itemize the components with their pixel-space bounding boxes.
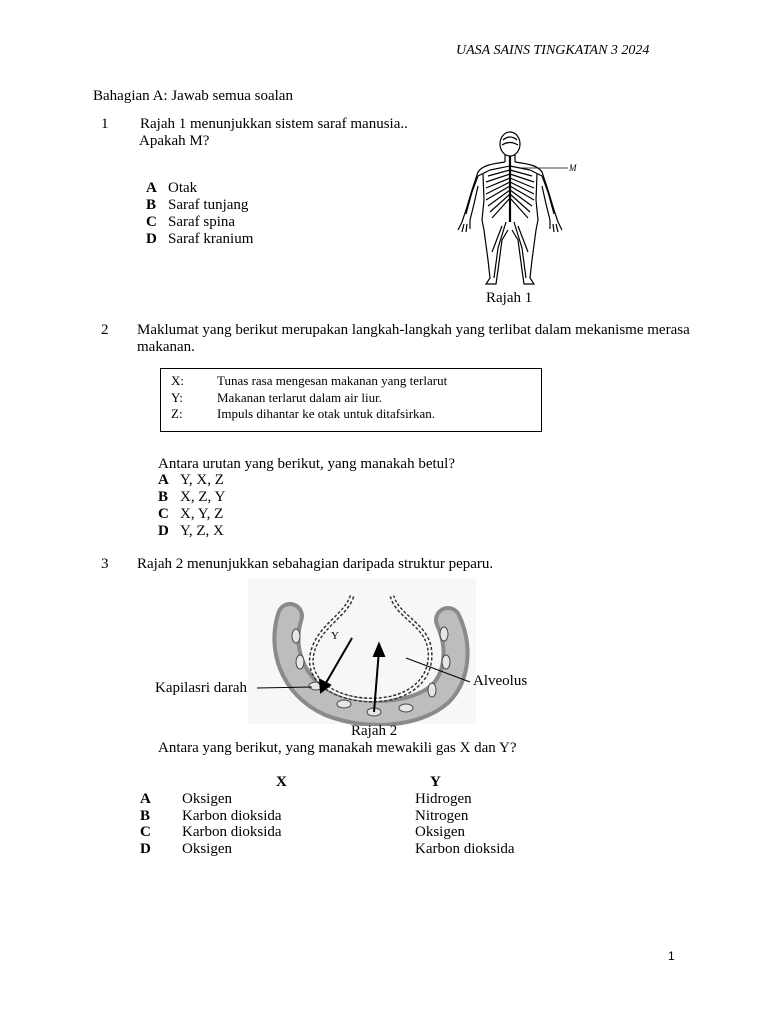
q2-stem-line1: Maklumat yang berikut merupakan langkah-langkah yang terlibat dalam mekanisme merasa <box>137 322 690 338</box>
row-x: Oksigen <box>182 791 232 807</box>
label-alveolus: Alveolus <box>473 673 528 689</box>
row-y: Karbon dioksida <box>415 841 515 857</box>
header-title: UASA SAINS TINGKATAN 3 2024 <box>456 43 650 58</box>
q1-number: 1 <box>101 116 109 132</box>
option-letter: A <box>158 472 169 488</box>
q2-stem-line2: makanan. <box>137 339 195 355</box>
row-x: Karbon dioksida <box>182 808 282 824</box>
option-text: Y, Z, X <box>180 523 224 539</box>
q1-stem-line2: Apakah M? <box>139 133 210 149</box>
q2-option-a <box>158 472 224 489</box>
option-text: Otak <box>168 180 198 196</box>
option-letter: B <box>146 197 157 213</box>
nervous-system-figure <box>450 130 590 288</box>
option-text: X, Z, Y <box>180 489 226 505</box>
q2-option-d <box>158 523 224 540</box>
q1-option-d <box>146 231 253 248</box>
row-letter: A <box>140 791 151 807</box>
q3-number: 3 <box>101 556 109 572</box>
figure-label-m: M <box>569 163 577 173</box>
q1-caption: Rajah 1 <box>486 290 533 306</box>
option-text: Saraf tunjang <box>168 197 249 213</box>
option-letter: A <box>146 180 157 196</box>
info-row-x <box>171 373 447 389</box>
figure-label-y: Y <box>331 630 339 642</box>
page-number: 1 <box>668 949 675 963</box>
q1-option-b <box>146 197 248 214</box>
option-text: Saraf kranium <box>168 231 254 247</box>
section-title: Bahagian A: Jawab semua soalan <box>93 88 293 104</box>
info-text: Tunas rasa mengesan makanan yang terlarut <box>217 373 448 388</box>
q3-stem: Rajah 2 menunjukkan sebahagian daripada struktur peparu. <box>137 556 494 572</box>
row-letter: B <box>140 808 151 824</box>
q3-question: Antara yang berikut, yang manakah mewakili gas X dan Y? <box>158 740 517 756</box>
q1-option-a <box>146 180 197 197</box>
q3-caption: Rajah 2 <box>351 723 398 739</box>
info-row-z <box>171 406 435 422</box>
row-y: Nitrogen <box>415 808 469 824</box>
info-key: X: <box>171 373 184 388</box>
info-key: Z: <box>171 406 183 421</box>
row-y: Hidrogen <box>415 791 472 807</box>
alveolus-figure <box>140 576 540 726</box>
option-text: Saraf spina <box>168 214 236 230</box>
info-row-y <box>171 390 382 406</box>
col-header-x: X <box>276 774 287 790</box>
option-letter: C <box>146 214 157 230</box>
q1-stem-line1: Rajah 1 menunjukkan sistem saraf manusia.. <box>140 116 408 132</box>
row-x: Oksigen <box>182 841 232 857</box>
q2-info-box <box>160 368 542 432</box>
option-text: Y, X, Z <box>180 472 224 488</box>
row-x: Karbon dioksida <box>182 824 282 840</box>
q1-option-c <box>146 214 235 231</box>
row-letter: C <box>140 824 151 840</box>
info-key: Y: <box>171 390 183 405</box>
row-letter: D <box>140 841 151 857</box>
option-text: X, Y, Z <box>180 506 224 522</box>
option-letter: D <box>158 523 169 539</box>
option-letter: C <box>158 506 169 522</box>
option-letter: B <box>158 489 169 505</box>
q2-question: Antara urutan yang berikut, yang manakah betul? <box>158 456 455 472</box>
col-header-y: Y <box>430 774 441 790</box>
q2-option-c <box>158 506 223 523</box>
q2-option-b <box>158 489 225 506</box>
option-letter: D <box>146 231 157 247</box>
q2-number: 2 <box>101 322 109 338</box>
row-y: Oksigen <box>415 824 465 840</box>
label-kapilasri: Kapilasri darah <box>155 680 248 696</box>
info-text: Makanan terlarut dalam air liur. <box>217 390 382 405</box>
info-text: Impuls dihantar ke otak untuk ditafsirkan. <box>217 406 436 421</box>
